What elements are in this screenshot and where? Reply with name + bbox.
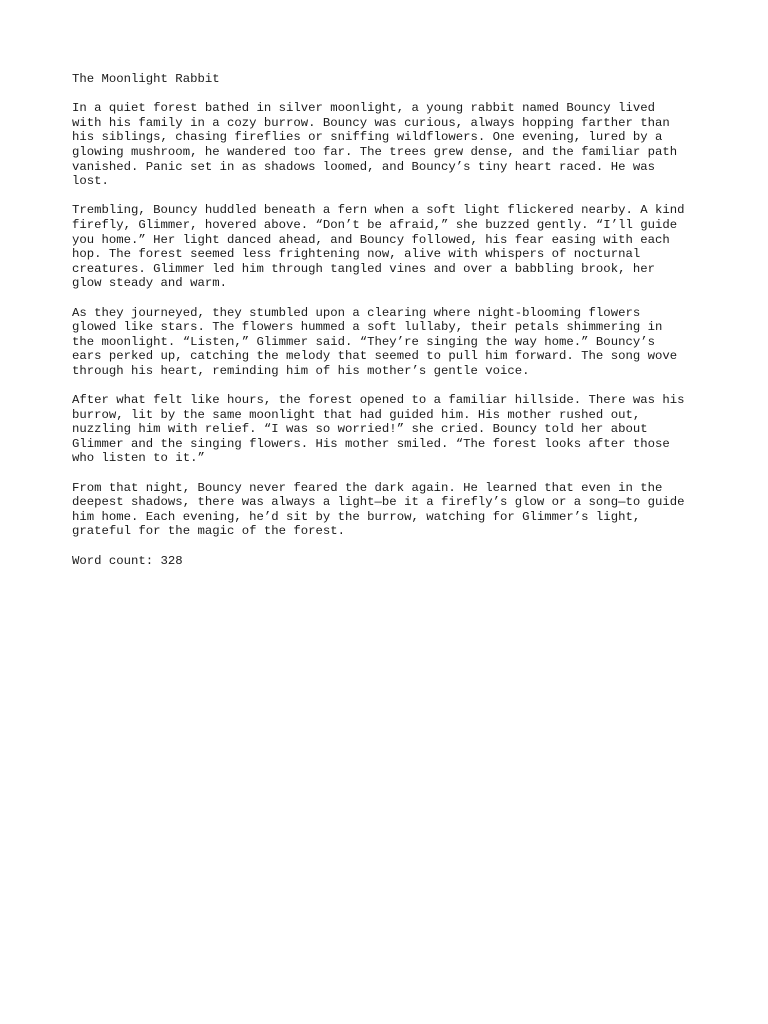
paragraph-1: In a quiet forest bathed in silver moonlight, a young rabbit named Bouncy lived with his family in a cozy burrow. Bouncy was curious, always hopping farther than his siblings, chasing fireflies or sniffing wildflowers. One evening, lured by a glowing mushroom, he wandered too far. The trees grew dense, and the familiar path vanished. Panic set in as shadows loomed, and Bouncy’s tiny heart raced. He was lost. [72,101,678,189]
document-page [72,72,704,583]
paragraph-2: Trembling, Bouncy huddled beneath a fern when a soft light flickered nearby. A kind firefly, Glimmer, hovered above. “Don’t be afraid,” she buzzed gently. “I’ll guide you home.” Her light danced ahead, and Bouncy followed, his fear easing with each hop. The forest seemed less frightening now, alive with whispers of nocturnal creatures. Glimmer led him through tangled vines and over a babbling brook, her glow steady and warm. [72,203,685,291]
word-count: Word count: 328 [72,553,183,568]
paragraph-5: From that night, Bouncy never feared the dark again. He learned that even in the deepest shadows, there was always a light—be it a firefly’s glow or a song—to guide him home. Each evening, he’d sit by the burrow, watching for Glimmer’s light, grateful for the magic of the forest. [72,480,685,539]
paragraph-4: After what felt like hours, the forest opened to a familiar hillside. There was his burrow, lit by the same moonlight that had guided him. His mother rushed out, nuzzling him with relief. “I was so worried!” she cried. Bouncy told her about Glimmer and the singing flowers. His mother smiled. “The forest looks after those who listen to it.” [72,393,685,466]
document-title: The Moonlight Rabbit [72,72,220,86]
paragraph-3: As they journeyed, they stumbled upon a clearing where night-blooming flowers glowed like stars. The flowers hummed a soft lullaby, their petals shimmering in the moonlight. “Listen,” Glimmer said. “They’re singing the way home.” Bouncy’s ears perked up, catching the melody that seemed to pull him forward. The song wove through his heart, reminding him of his mother’s gentle voice. [72,305,678,378]
